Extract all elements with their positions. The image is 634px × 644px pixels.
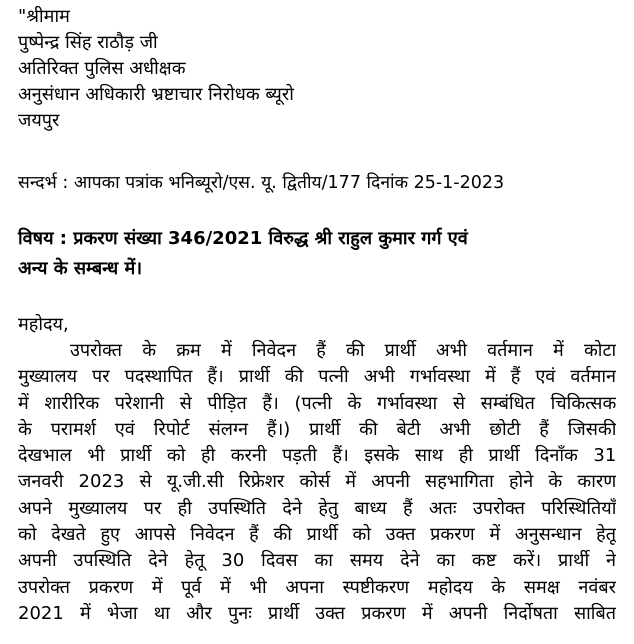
address-line-designation: अतिरिक्त पुलिस अधीक्षक [18,58,186,79]
reference-line: सन्दर्भ : आपका पत्रांक भनिब्यूरो/एस. यू. द्वितीय/177 दिनांक 25-1-2023 [18,173,505,193]
subject-line-1: विषय : प्रकरण संख्या 346/2021 विरुद्ध श्री राहुल कुमार गर्ग एवं [18,228,468,249]
subject-block [18,224,616,284]
recipient-address [18,4,294,134]
body-line: को देखते हुए आपसे निवेदन हैं की प्रार्थी को उक्त प्रकरण में अनुसन्धान हेतू [18,524,616,546]
body-line: में शारीरिक परेशानी से पीड़ित हैं। (पत्नी के गर्भावस्था से सम्बंधित चिकित्सक [18,392,616,414]
address-line-name: पुष्पेन्द्र सिंह राठौड़ जी [18,32,158,53]
address-line-office: अनुसंधान अधिकारी भ्रष्टाचार निरोधक ब्यूरो [18,84,294,105]
address-line-city: जयपुर [18,110,60,131]
subject-line-2: अन्य के सम्बन्ध में। [18,258,143,279]
body-line: मुख्यालय पर पदस्थापित हैं। प्रार्थी की पत्नी अभी गर्भावस्था में हैं एवं वर्तमान [18,366,616,388]
body-line: अपने मुख्यालय पर ही उपस्थिति देने हेतु बाध्य हैं अतः उपरोक्त परिस्थितियाँ [18,497,616,519]
body-line: के परामर्श एवं रिपोर्ट संलग्न हैं।) प्रार्थी की बेटी अभी छोटी हैं जिसकी [18,418,616,440]
body-line: अपनी उपस्थिति देने हेतू 30 दिवस का समय देने का कष्ट करें। प्रार्थी ने [18,550,616,572]
address-line-salutation: "श्रीमाम [18,6,70,27]
body-line: देखभाल भी प्रार्थी को ही करनी पड़ती हैं। इसके साथ ही प्रार्थी दिनाँक 31 [18,445,616,467]
body-line: उपरोक्त प्रकरण में पूर्व में भी अपना स्पष्टीकरण महोदय के समक्ष नवंबर [18,576,616,598]
letter-body [18,338,616,627]
body-line: उपरोक्त के क्रम में निवेदन हैं की प्रार्थी अभी वर्तमान में कोटा [70,340,616,361]
body-line: 2021 में भेजा था और पुनः प्रार्थी उक्त प्रकरण में अपनी निर्दोषता साबित [18,602,616,624]
body-line: जनवरी 2023 से यू.जी.सी रिफ्रेशर कोर्स में अपनी सहभागिता होने के कारण [18,471,616,493]
salutation: महोदय, [18,314,69,335]
